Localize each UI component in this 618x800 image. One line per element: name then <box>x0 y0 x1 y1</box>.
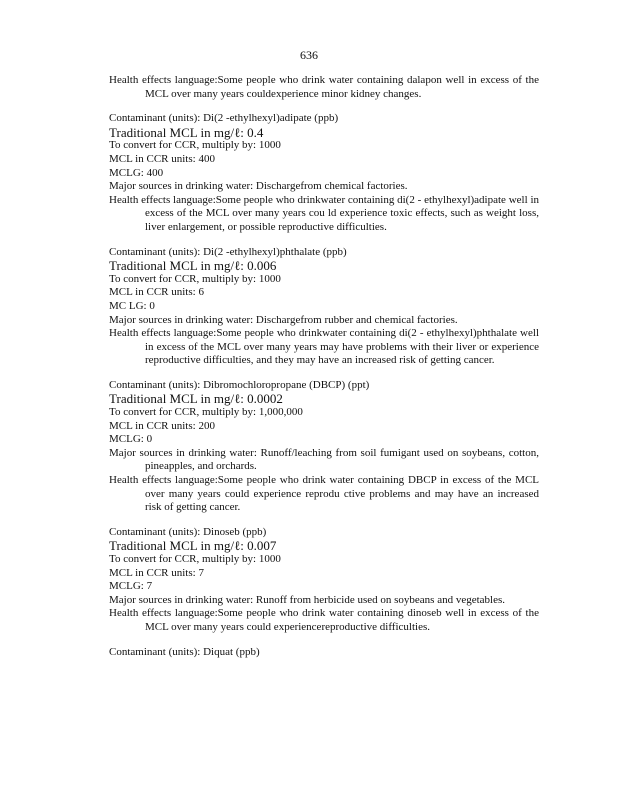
contaminant-name: Contaminant (units): Dibromochloropropane (DBCP) (ppt) <box>109 378 370 391</box>
major-sources: Major sources in drinking water: Dischargefrom rubber and chemical factories. <box>109 313 458 326</box>
conversion-factor: To convert for CCR, multiply by: 1000 <box>109 139 281 152</box>
major-sources: Major sources in drinking water: Runoff from herbicide used on soybeans and vegetables. <box>109 593 505 606</box>
health-effects: Health effects language:Some people who drinkwater containing di(2 - ethylhexyl)phthalate well in excess of the MCL over many years may have problems with their liver or experience reproductive difficulties, and they may have an increased risk of getting cancer. <box>109 327 542 367</box>
mcl-ccr-units: MCL in CCR units: 6 <box>109 286 204 299</box>
mcl-ccr-units: MCL in CCR units: 200 <box>109 419 215 432</box>
contaminant-entry-diquat <box>109 646 539 660</box>
traditional-mcl: Traditional MCL in mg/ℓ: 0.007 <box>109 538 277 554</box>
conversion-factor: To convert for CCR, multiply by: 1,000,000 <box>109 406 303 419</box>
contaminant-entry-dinoseb <box>109 525 542 635</box>
mclg: MCLG: 0 <box>109 433 153 446</box>
contaminant-name: Contaminant (units): Di(2 -ethylhexyl)phthalate (ppb) <box>109 245 347 258</box>
mclg: MC LG: 0 <box>109 299 155 312</box>
traditional-mcl: Traditional MCL in mg/ℓ: 0.006 <box>109 258 277 274</box>
health-effects: Health effects language:Some people who drinkwater containing di(2 - ethylhexyl)adipate well in excess of the MCL over many years cou ld experience toxic effects, such as weight loss, liver enlargement, or possible reproductive difficulties. <box>109 193 542 233</box>
traditional-mcl: Traditional MCL in mg/ℓ: 0.0002 <box>109 391 283 407</box>
contaminant-entry-dbcp <box>109 378 542 515</box>
traditional-mcl: Traditional MCL in mg/ℓ: 0.4 <box>109 124 264 140</box>
major-sources: Major sources in drinking water: Runoff/leaching from soil fumigant used on soybeans, cotton, pineapples, and orchards. <box>109 446 542 473</box>
contaminant-name: Contaminant (units): Dinoseb (ppb) <box>109 525 267 538</box>
conversion-factor: To convert for CCR, multiply by: 1000 <box>109 553 281 565</box>
major-sources: Major sources in drinking water: Dischargefrom chemical factories. <box>109 180 408 193</box>
mclg: MCLG: 7 <box>109 580 153 593</box>
mclg: MCLG: 400 <box>109 166 164 179</box>
contaminant-name: Contaminant (units): Di(2 -ethylhexyl)adipate (ppb) <box>109 112 339 125</box>
health-effects: Health effects language:Some people who drink water containing dalapon well in excess of the MCL over many years couldexperience minor kidney changes. <box>109 74 542 100</box>
page-number: 636 <box>300 48 318 62</box>
contaminant-entry-dalapon-continued <box>109 74 542 101</box>
health-effects: Health effects language:Some people who drink water containing dinoseb well in excess of the MCL over many years could experiencereproductive difficulties. <box>109 607 542 633</box>
conversion-factor: To convert for CCR, multiply by: 1000 <box>109 272 281 285</box>
contaminant-name: Contaminant (units): Diquat (ppb) <box>109 645 260 658</box>
mcl-ccr-units: MCL in CCR units: 400 <box>109 152 215 165</box>
contaminant-entry-dehadipate <box>109 112 542 234</box>
mcl-ccr-units: MCL in CCR units: 7 <box>109 566 204 579</box>
contaminant-entry-dehphthalate <box>109 245 542 368</box>
health-effects: Health effects language:Some people who drink water containing DBCP in excess of the MCL over many years could experience reprodu ctive problems and may have an increased risk of getting cancer. <box>109 474 542 514</box>
contaminant-list <box>109 74 542 670</box>
